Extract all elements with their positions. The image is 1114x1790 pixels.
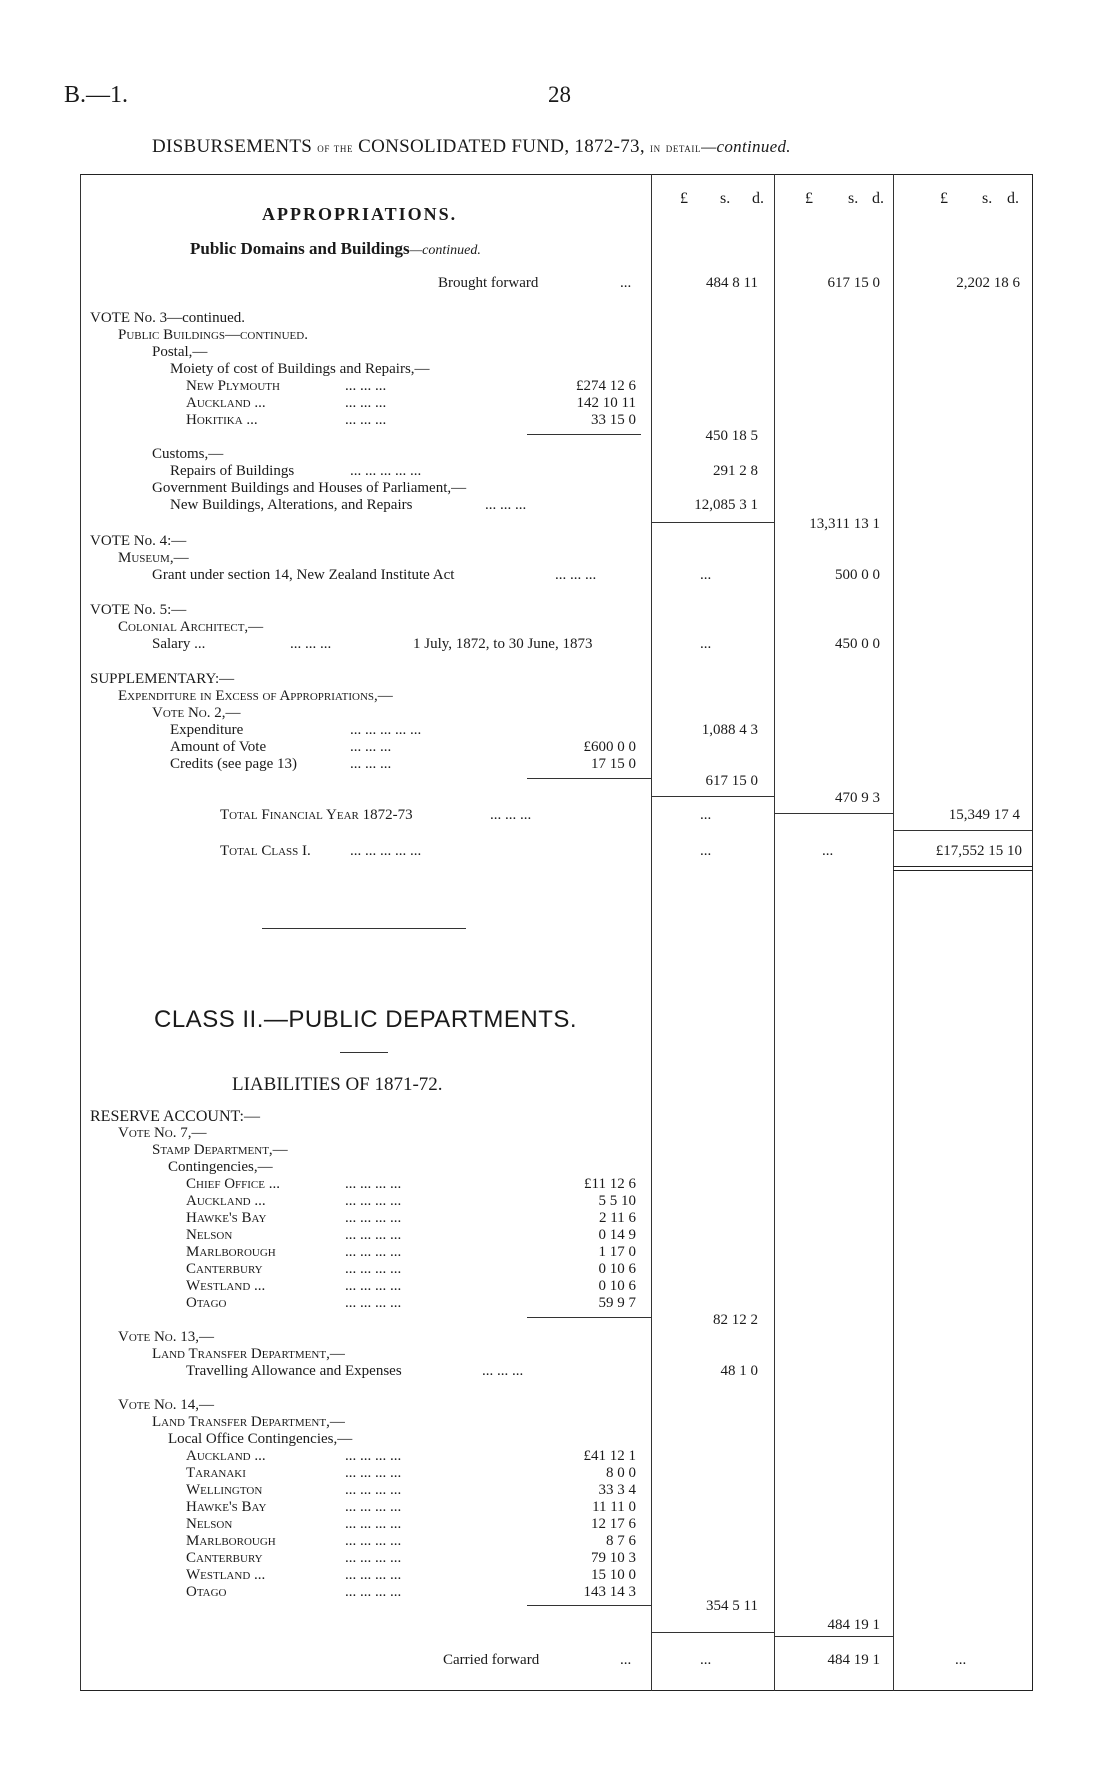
list-item-amount: 11 11 0 bbox=[592, 1499, 636, 1515]
dots: ... ... ... ... bbox=[345, 1533, 402, 1549]
column-rule-2 bbox=[774, 174, 775, 1691]
land-transfer-label-2: Land Transfer Department,— bbox=[152, 1414, 345, 1430]
total-financial-year-amount: 15,349 17 4 bbox=[948, 807, 1020, 823]
dots: ... ... ... ... bbox=[345, 1227, 402, 1243]
public-buildings-label: Public Buildings—continued. bbox=[118, 327, 308, 343]
repairs-label: Repairs of Buildings bbox=[170, 463, 295, 479]
excess-label: Expenditure in Excess of Appropriations,— bbox=[118, 688, 393, 704]
expenditure-amount: 1,088 4 3 bbox=[701, 722, 758, 738]
reserve-account-label: RESERVE ACCOUNT:— bbox=[90, 1108, 260, 1125]
brought-forward-col2: 617 15 0 bbox=[827, 275, 880, 291]
list-item-name: Chief Office ... bbox=[186, 1176, 280, 1192]
dots: ... bbox=[620, 1652, 632, 1668]
dots: ... ... ... bbox=[345, 395, 387, 411]
dots: ... bbox=[700, 843, 712, 859]
dots: ... ... ... ... bbox=[345, 1210, 402, 1226]
grant-label: Grant under section 14, New Zealand Institute Act bbox=[152, 567, 455, 583]
dots: ... ... ... ... ... bbox=[350, 722, 422, 738]
new-buildings-label: New Buildings, Alterations, and Repairs bbox=[170, 497, 413, 513]
museum-label: Museum,— bbox=[118, 550, 189, 566]
dots: ... ... ... ... bbox=[345, 1465, 402, 1481]
new-buildings-amount: 12,085 3 1 bbox=[694, 497, 758, 513]
new-plymouth-label: New Plymouth bbox=[186, 378, 280, 394]
vote-7-label: Vote No. 7,— bbox=[118, 1125, 207, 1141]
section-divider bbox=[262, 928, 466, 929]
page-title: DISBURSEMENTS of the CONSOLIDATED FUND, 1872-73, in detail—continued. bbox=[152, 136, 791, 157]
total-double-rule bbox=[893, 866, 1032, 867]
list-item-amount: 0 10 6 bbox=[598, 1261, 636, 1277]
list-item-name: Wellington bbox=[186, 1482, 263, 1498]
local-office-label: Local Office Contingencies,— bbox=[168, 1431, 353, 1447]
list-item-amount: 15 10 0 bbox=[591, 1567, 636, 1583]
subtotal-rule bbox=[774, 1636, 893, 1637]
list-item-amount: £11 12 6 bbox=[584, 1176, 636, 1192]
list-item-name: Taranaki bbox=[186, 1465, 246, 1481]
column-rule-1 bbox=[651, 174, 652, 1691]
subtotal-rule bbox=[651, 1632, 774, 1633]
dots: ... ... ... bbox=[482, 1363, 524, 1379]
liabilities-heading: LIABILITIES OF 1871-72. bbox=[232, 1074, 443, 1095]
dots: ... ... ... ... bbox=[345, 1584, 402, 1600]
vote-3-total: 13,311 13 1 bbox=[809, 516, 880, 532]
grant-amount: 500 0 0 bbox=[835, 567, 880, 583]
carried-forward-col2: 484 19 1 bbox=[827, 1652, 880, 1668]
subtotal-rule bbox=[527, 1605, 651, 1606]
list-item-amount: 12 17 6 bbox=[591, 1516, 636, 1532]
document-reference: B.—1. bbox=[64, 82, 129, 108]
postal-label: Postal,— bbox=[152, 344, 208, 360]
dots: ... bbox=[700, 567, 712, 583]
amount-of-vote-amount: £600 0 0 bbox=[583, 739, 636, 755]
credits-amount: 17 15 0 bbox=[591, 756, 636, 772]
col3-pence-header: d. bbox=[1007, 190, 1019, 207]
page-number: 28 bbox=[548, 82, 571, 107]
dots: ... ... ... ... bbox=[345, 1482, 402, 1498]
brought-forward-dots: ... bbox=[620, 275, 632, 291]
expenditure-label: Expenditure bbox=[170, 722, 244, 738]
list-item-name: Westland ... bbox=[186, 1567, 266, 1583]
list-item-amount: 8 7 6 bbox=[606, 1533, 636, 1549]
section-total: 484 19 1 bbox=[827, 1617, 880, 1633]
vote-14-label: Vote No. 14,— bbox=[118, 1397, 214, 1413]
col3-shillings-header: s. bbox=[982, 190, 993, 207]
customs-label: Customs,— bbox=[152, 446, 224, 462]
column-rule-3 bbox=[893, 174, 894, 1691]
list-item-name: Nelson bbox=[186, 1227, 233, 1243]
list-item-amount: 0 10 6 bbox=[598, 1278, 636, 1294]
travelling-amount: 48 1 0 bbox=[720, 1363, 758, 1379]
hokitika-amount: 33 15 0 bbox=[591, 412, 636, 428]
list-item-name: Westland ... bbox=[186, 1278, 266, 1294]
col3-pounds-header: £ bbox=[940, 190, 948, 207]
dots: ... ... ... ... bbox=[345, 1567, 402, 1583]
list-item-amount: 79 10 3 bbox=[591, 1550, 636, 1566]
moiety-label: Moiety of cost of Buildings and Repairs,— bbox=[170, 361, 430, 377]
dots: ... ... ... ... bbox=[345, 1278, 402, 1294]
list-item-name: Otago bbox=[186, 1584, 227, 1600]
dots: ... ... ... ... bbox=[345, 1176, 402, 1192]
dots: ... bbox=[822, 843, 834, 859]
land-transfer-total: 354 5 11 bbox=[706, 1598, 758, 1614]
vote-4-label: VOTE No. 4:— bbox=[90, 533, 187, 549]
list-item-name: Hawke's Bay bbox=[186, 1499, 267, 1515]
list-item-name: Marlborough bbox=[186, 1244, 276, 1260]
dots: ... ... ... ... bbox=[345, 1448, 402, 1464]
stamp-department-label: Stamp Department,— bbox=[152, 1142, 288, 1158]
new-plymouth-amount: £274 12 6 bbox=[576, 378, 636, 394]
vote-5-label: VOTE No. 5:— bbox=[90, 602, 187, 618]
list-item-amount: 143 14 3 bbox=[583, 1584, 636, 1600]
subtotal-rule bbox=[527, 1317, 651, 1318]
subtotal-rule bbox=[527, 778, 651, 779]
dots: ... ... ... ... bbox=[345, 1244, 402, 1260]
list-item-name: Otago bbox=[186, 1295, 227, 1311]
vote-13-label: Vote No. 13,— bbox=[118, 1329, 214, 1345]
colonial-architect-label: Colonial Architect,— bbox=[118, 619, 264, 635]
amount-of-vote-label: Amount of Vote bbox=[170, 739, 267, 755]
subtotal-rule bbox=[774, 813, 893, 814]
government-buildings-label: Government Buildings and Houses of Parliament,— bbox=[152, 480, 467, 496]
auckland-label: Auckland ... bbox=[186, 395, 266, 411]
subtotal-rule bbox=[651, 522, 774, 523]
credits-label: Credits (see page 13) bbox=[170, 756, 298, 772]
list-item-name: Nelson bbox=[186, 1516, 233, 1532]
col1-shillings-header: s. bbox=[720, 190, 731, 207]
brought-forward-col1: 484 8 11 bbox=[706, 275, 758, 291]
total-double-rule bbox=[893, 870, 1032, 871]
dots: ... ... ... ... bbox=[345, 1193, 402, 1209]
dots: ... bbox=[700, 1652, 712, 1668]
subtotal-rule bbox=[527, 434, 641, 435]
auckland-amount: 142 10 11 bbox=[576, 395, 636, 411]
vote-3-label: VOTE No. 3—continued. bbox=[90, 310, 245, 326]
list-item-name: Marlborough bbox=[186, 1533, 276, 1549]
stamp-total: 82 12 2 bbox=[713, 1312, 758, 1328]
list-item-amount: 0 14 9 bbox=[598, 1227, 636, 1243]
list-item-amount: £41 12 1 bbox=[583, 1448, 636, 1464]
salary-amount: 450 0 0 bbox=[835, 636, 880, 652]
total-class-amount: £17,552 15 10 bbox=[935, 843, 1022, 859]
dots: ... ... ... bbox=[290, 636, 332, 652]
list-item-name: Hawke's Bay bbox=[186, 1210, 267, 1226]
list-item-name: Canterbury bbox=[186, 1550, 263, 1566]
salary-label: Salary ... bbox=[152, 636, 206, 652]
list-item-amount: 8 0 0 bbox=[606, 1465, 636, 1481]
repairs-amount: 291 2 8 bbox=[713, 463, 758, 479]
dots: ... ... ... bbox=[350, 739, 392, 755]
list-item-name: Auckland ... bbox=[186, 1448, 266, 1464]
dots: ... ... ... bbox=[345, 412, 387, 428]
subtotal-rule bbox=[651, 796, 774, 797]
list-item-name: Canterbury bbox=[186, 1261, 263, 1277]
subheading: Public Domains and Buildings—continued. bbox=[190, 239, 481, 258]
dots: ... ... ... ... ... bbox=[350, 463, 422, 479]
brought-forward-label: Brought forward bbox=[438, 275, 539, 291]
list-item-amount: 5 5 10 bbox=[598, 1193, 636, 1209]
heading-rule bbox=[340, 1052, 388, 1053]
dots: ... ... ... ... bbox=[345, 1295, 402, 1311]
carried-forward-label: Carried forward bbox=[443, 1652, 540, 1668]
list-item-amount: 33 3 4 bbox=[598, 1482, 636, 1498]
dots: ... ... ... bbox=[555, 567, 597, 583]
postal-total: 450 18 5 bbox=[705, 428, 758, 444]
col2-pence-header: d. bbox=[872, 190, 884, 207]
list-item-amount: 59 9 7 bbox=[598, 1295, 636, 1311]
travelling-label: Travelling Allowance and Expenses bbox=[186, 1363, 402, 1379]
salary-period: 1 July, 1872, to 30 June, 1873 bbox=[413, 636, 593, 652]
contingencies-label: Contingencies,— bbox=[168, 1159, 273, 1175]
dots: ... ... ... bbox=[485, 497, 527, 513]
total-class-label: Total Class I. bbox=[220, 843, 311, 859]
hokitika-label: Hokitika ... bbox=[186, 412, 258, 428]
dots: ... ... ... bbox=[350, 756, 392, 772]
dots: ... ... ... bbox=[490, 807, 532, 823]
list-item-name: Auckland ... bbox=[186, 1193, 266, 1209]
col1-pence-header: d. bbox=[752, 190, 764, 207]
brought-forward-col3: 2,202 18 6 bbox=[956, 275, 1020, 291]
dots: ... bbox=[955, 1652, 967, 1668]
dots: ... ... ... ... bbox=[345, 1499, 402, 1515]
col2-pounds-header: £ bbox=[805, 190, 813, 207]
vote-2-label: Vote No. 2,— bbox=[152, 705, 241, 721]
col1-pounds-header: £ bbox=[680, 190, 688, 207]
total-rule bbox=[893, 830, 1032, 831]
supplementary-label: SUPPLEMENTARY:— bbox=[90, 671, 235, 687]
total-financial-year-label: Total Financial Year 1872-73 bbox=[220, 807, 413, 823]
dots: ... ... ... bbox=[345, 378, 387, 394]
list-item-amount: 2 11 6 bbox=[599, 1210, 636, 1226]
list-item-amount: 1 17 0 bbox=[598, 1244, 636, 1260]
dots: ... ... ... ... bbox=[345, 1516, 402, 1532]
appropriations-heading: APPROPRIATIONS. bbox=[262, 204, 458, 224]
class-ii-heading: CLASS II.—PUBLIC DEPARTMENTS. bbox=[154, 1006, 578, 1033]
land-transfer-label: Land Transfer Department,— bbox=[152, 1346, 345, 1362]
vote-2-subtotal: 617 15 0 bbox=[705, 773, 758, 789]
dots: ... ... ... ... bbox=[345, 1550, 402, 1566]
dots: ... ... ... ... bbox=[345, 1261, 402, 1277]
dots: ... bbox=[700, 807, 712, 823]
col2-shillings-header: s. bbox=[848, 190, 859, 207]
vote-2-excess: 470 9 3 bbox=[835, 790, 880, 806]
dots: ... ... ... ... ... bbox=[350, 843, 422, 859]
dots: ... bbox=[700, 636, 712, 652]
